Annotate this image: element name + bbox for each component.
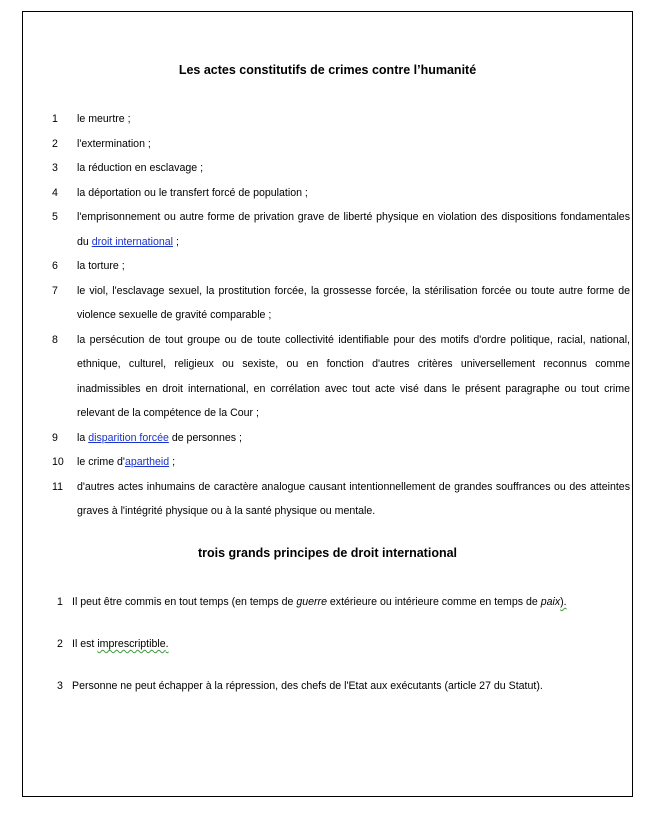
principle-number: 2	[57, 638, 63, 650]
principle-text-part: extérieure ou intérieure comme en temps de	[326, 596, 541, 608]
list-item	[52, 132, 630, 157]
apartheid-link[interactable]: apartheid	[124, 456, 170, 468]
page-title: Les actes constitutifs de crimes contre l’humanité	[178, 63, 477, 77]
principle-emphasis-paix: paix	[540, 596, 561, 608]
principle-number: 3	[57, 680, 63, 692]
principle-item	[57, 592, 627, 634]
item-number: 1	[52, 113, 58, 125]
list-item	[52, 156, 630, 181]
principle-text	[72, 634, 627, 676]
crimes-list	[52, 107, 630, 524]
list-item	[52, 450, 630, 475]
item-number: 5	[52, 211, 58, 223]
principle-item	[57, 634, 627, 676]
item-number: 10	[52, 456, 64, 468]
principle-spellcheck-word: imprescriptible	[97, 638, 166, 650]
item-number: 8	[52, 333, 58, 346]
item-text	[77, 205, 630, 254]
document-page	[22, 11, 633, 797]
item-text-pre: le crime d'	[77, 456, 125, 468]
item-text	[77, 450, 630, 475]
item-text: le viol, l'esclavage sexuel, la prostitution forcée, la grossesse forcée, la stérilisation forcée ou toute autre forme de violence sexuelle de gravité comparable ;	[77, 284, 630, 321]
item-number: 11	[52, 480, 63, 493]
principle-text-part: ).	[560, 596, 567, 608]
disparition-forcee-link[interactable]: disparition forcée	[88, 431, 169, 444]
principle-emphasis-guerre: guerre	[296, 596, 327, 608]
droit-international-link[interactable]: droit international	[91, 235, 174, 248]
item-text: le meurtre ;	[77, 113, 131, 125]
principle-number: 1	[57, 596, 63, 608]
principles-title: trois grands principes de droit international	[197, 546, 458, 560]
item-number: 9	[52, 431, 58, 444]
item-text-post: de personnes ;	[168, 431, 242, 444]
item-text: la persécution de tout groupe ou de toute collectivité identifiable pour des motifs d'ordre politique, racial, national, ethnique, culturel, religieux ou sexiste, ou en fonction d'autres critères universellement reconnus comme inadmissibles en droit international, en corrélation avec tout acte visé dans le présent paragraphe ou tout crime relevant de la compétence de la Cour ;	[77, 333, 630, 419]
principles-list	[57, 592, 627, 718]
list-item	[52, 475, 630, 524]
item-number: 4	[52, 186, 58, 199]
list-item	[52, 107, 630, 132]
item-text: l'extermination ;	[77, 137, 151, 150]
item-number: 3	[52, 162, 58, 174]
item-text-post: ;	[173, 235, 179, 248]
item-number: 6	[52, 260, 58, 272]
principle-text-part: Il peut être commis en tout temps (en temps de	[72, 596, 297, 608]
list-item	[52, 205, 630, 254]
principle-text	[72, 592, 627, 634]
principle-item	[57, 676, 627, 718]
list-item	[52, 254, 630, 279]
item-text	[77, 426, 630, 451]
item-number: 2	[52, 137, 58, 150]
list-item	[52, 426, 630, 451]
item-text: d'autres actes inhumains de caractère analogue causant intentionnellement de grandes souffrances ou des atteintes graves à l'intégrité physique ou à la santé physique ou mentale.	[77, 480, 630, 517]
item-text: la torture ;	[77, 260, 125, 272]
item-number: 7	[52, 284, 58, 297]
item-text-pre: l'emprisonnement ou autre forme de privation grave de liberté physique en violation des dispositions fondamentales du	[77, 211, 630, 248]
item-text-post: ;	[169, 456, 176, 468]
principle-text-part: Il est	[72, 638, 98, 650]
item-text: la déportation ou le transfert forcé de population ;	[77, 186, 308, 199]
list-item	[52, 279, 630, 328]
item-text: la réduction en esclavage ;	[77, 162, 204, 174]
principle-text: Personne ne peut échapper à la répression, des chefs de l'Etat aux exécutants (article 27 du Statut).	[72, 680, 543, 692]
list-item	[52, 181, 630, 206]
list-item	[52, 328, 630, 426]
item-text-pre: la	[77, 431, 89, 444]
principle-text-part: .	[165, 638, 169, 650]
